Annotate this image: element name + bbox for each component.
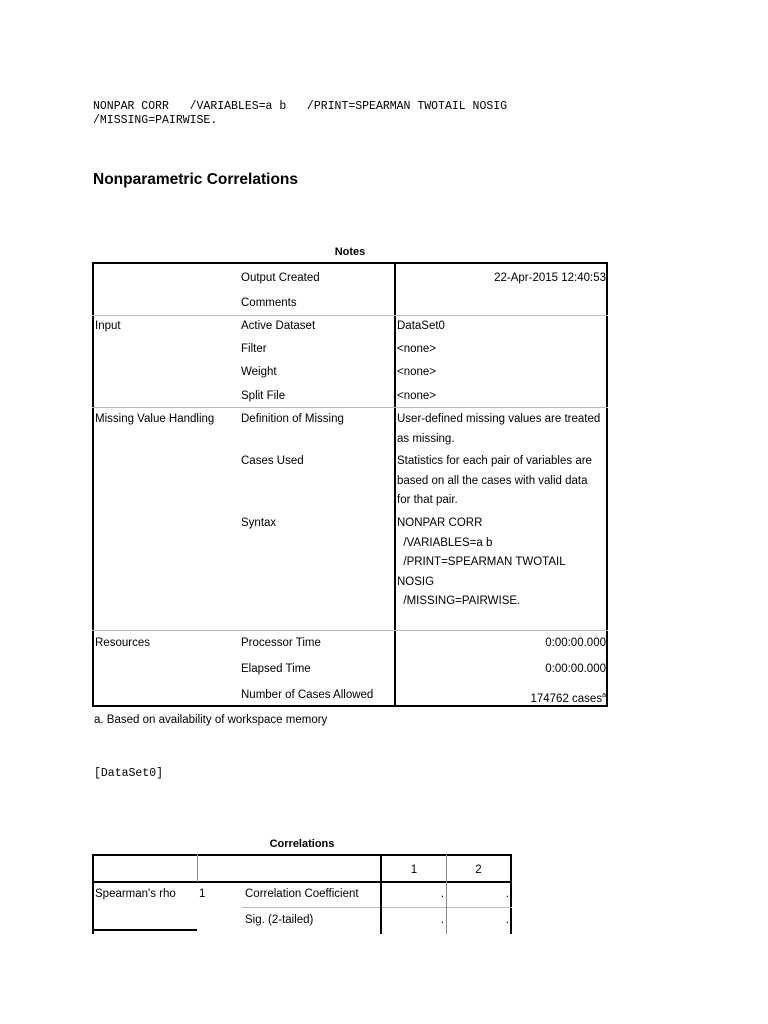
elapsed-time-value: 0:00:00.000 xyxy=(545,663,606,675)
definition-missing-value: User-defined missing values are treated as missing. xyxy=(397,413,601,445)
resources-group-label: Resources xyxy=(95,637,150,649)
corr-header-divider xyxy=(197,854,198,882)
dataset-label: [DataSet0] xyxy=(94,767,164,780)
corr-row-group: Spearman's rho xyxy=(95,888,176,900)
split-file-label: Split File xyxy=(241,390,286,402)
corr-row-label-sig: Sig. (2-tailed) xyxy=(245,914,314,926)
cases-allowed-value xyxy=(530,686,606,709)
corr-row-var: 1 xyxy=(199,888,206,900)
section-heading: Nonparametric Correlations xyxy=(93,171,298,188)
weight-value: <none> xyxy=(397,366,437,378)
footnote: a. Based on availability of workspace memory xyxy=(94,714,328,726)
corr-row-sep xyxy=(242,907,512,908)
syntax-value: NONPAR CORR /VARIABLES=a b /PRINT=SPEARMAN TWOTAIL NOSIG /MISSING=PAIRWISE. xyxy=(397,517,566,607)
corr-col-header-1: 1 xyxy=(410,864,418,876)
correlations-title: Correlations xyxy=(269,838,335,850)
notes-sep xyxy=(92,630,608,631)
notes-sep xyxy=(92,407,608,408)
filter-value: <none> xyxy=(397,343,437,355)
definition-missing-label: Definition of Missing xyxy=(241,413,344,425)
processor-time-value: 0:00:00.000 xyxy=(545,637,606,649)
syntax-label: Syntax xyxy=(241,517,277,529)
active-dataset-label: Active Dataset xyxy=(241,320,316,332)
corr-bottom-partial xyxy=(92,929,197,931)
notes-divider xyxy=(394,262,396,707)
active-dataset-value: DataSet0 xyxy=(397,320,445,332)
notes-sep xyxy=(92,315,608,316)
cases-allowed-label: Number of Cases Allowed xyxy=(241,689,374,701)
input-group-label: Input xyxy=(95,320,121,332)
weight-label: Weight xyxy=(241,366,277,378)
corr-cell: . xyxy=(505,888,509,900)
processor-time-label: Processor Time xyxy=(241,637,321,649)
filter-label: Filter xyxy=(241,343,267,355)
corr-cell: . xyxy=(505,914,509,926)
output-created-value: 22-Apr-2015 12:40:53 xyxy=(494,272,606,284)
footnote-mark: a xyxy=(602,692,606,699)
comments-label: Comments xyxy=(241,297,297,309)
cases-allowed-text: 174762 cases xyxy=(530,692,603,705)
split-file-value: <none> xyxy=(397,390,437,402)
notes-title: Notes xyxy=(334,246,366,258)
corr-col-header-2: 2 xyxy=(475,864,482,876)
corr-cell: . xyxy=(440,888,444,900)
corr-header-line xyxy=(92,881,512,883)
corr-row-label-coef: Correlation Coefficient xyxy=(245,888,359,900)
corr-cell: . xyxy=(440,914,444,926)
missing-group-label: Missing Value Handling xyxy=(95,413,215,425)
syntax-echo: NONPAR CORR /VARIABLES=a b /PRINT=SPEARMAN TWOTAIL NOSIG /MISSING=PAIRWISE. xyxy=(93,100,508,127)
cases-used-value: Statistics for each pair of variables are based on all the cases with valid data for that pair. xyxy=(397,455,592,506)
output-created-label: Output Created xyxy=(241,272,320,284)
elapsed-time-label: Elapsed Time xyxy=(241,663,311,675)
cases-used-label: Cases Used xyxy=(241,455,304,467)
